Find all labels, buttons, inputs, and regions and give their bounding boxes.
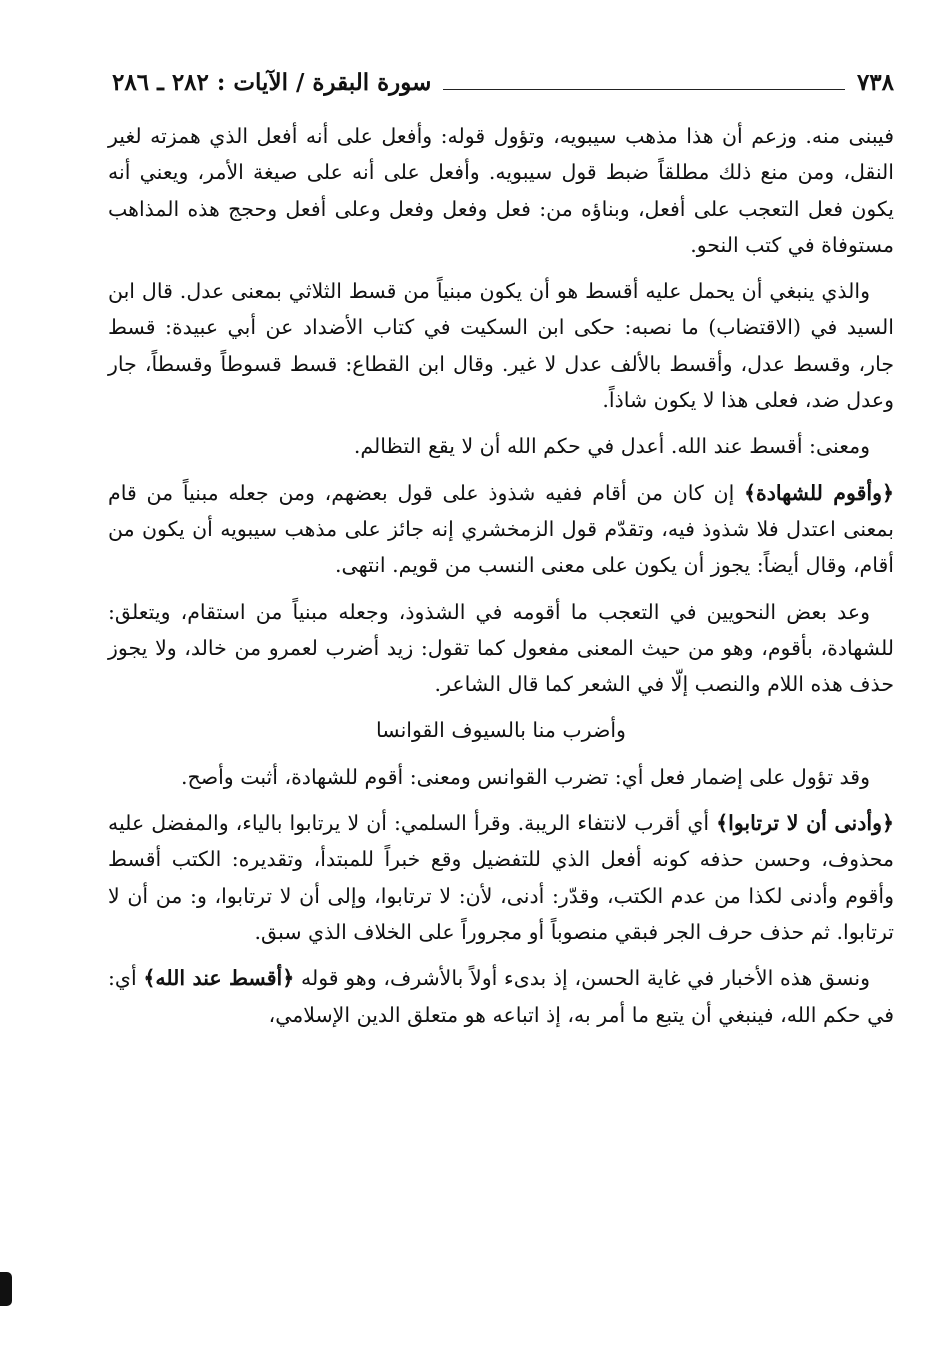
quran-quote: ﴿وأدنى أن لا ترتابوا﴾: [716, 811, 894, 836]
quran-quote: ﴿أقسط عند الله﴾: [143, 966, 295, 991]
paragraph-7: [108, 805, 894, 950]
paragraph-2: والذي ينبغي أن يحمل عليه أقسط هو أن يكون مبنياً من قسط الثلاثي بمعنى عدل. قال ابن السيد في (الاقتضاب) ما نصبه: حكى ابن السكيت في كتاب الأضداد عن أبي عبيدة: قسط جار، وقسط عدل، وأقسط بالألف عدل لا غير. وقال ابن القطاع: قسط قسوطاً وقسطاً، جار وعدل ضد، فعلى هذا لا يكون شاذاً.: [108, 279, 894, 413]
page-header: [112, 62, 894, 102]
running-title: سورة البقرة / الآيات : ٢٨٢ ـ ٢٨٦: [112, 68, 432, 96]
page-edge-mark: [0, 1272, 12, 1306]
paragraph-text: إن كان من أقام ففيه شذوذ على قول بعضهم، ومن جعله مبنياً من قام بمعنى اعتدل فلا شذوذ فيه، وتقدّم قول الزمخشري إنه جائز على مذهب سيبويه أن يكون من أقام، وقال أيضاً: يجوز أن يكون على معنى النسب من قويم. انتهى.: [108, 480, 894, 578]
paragraph-6: وقد تؤول على إضمار فعل أي: تضرب القوانس ومعنى: أقوم للشهادة، أثبت وأصح.: [180, 764, 870, 789]
paragraph-text: أي: في حكم الله، فينبغي أن يتبع ما أمر به، إذ اتباعه هو متعلق الدين الإسلامي،: [108, 966, 894, 1027]
header-rule: [443, 89, 845, 90]
paragraph-8: [108, 960, 894, 1033]
paragraph-1: فيبنى منه. وزعم أن هذا مذهب سيبويه، وتؤول قوله: وأفعل على أنه أفعل الذي همزته لغير النقل، ومن منع ذلك مطلقاً ضبط قول سيبويه. وأفعل على أنه على صيغة الأمر، ويعني أنه يكون فعل التعجب على أفعل، وبناؤه من: فعل وفعل وفعل وعلى أفعل وحجج هذه المذاهب مستوفاة في كتب النحو.: [108, 124, 894, 257]
page-body: [108, 118, 894, 1043]
paragraph-text: أي أقرب لانتفاء الريبة. وقرأ السلمي: أن لا يرتابوا بالياء، والمفضل عليه محذوف، وحسن حذفه كونه أفعل الذي للتفضيل وقع خبراً للمبتدأ، وتقديره: الكتب أقسط وأقوم وأدنى لكذا من عدم الكتب، وقدّر: أدنى، لأن: لا ترتابوا، وإلى أن لا ترتابوا، و: من أن لا ترتابوا. ثم حذف حرف الجر فبقي منصوباً أو مجروراً على الخلاف الذي سبق.: [108, 811, 894, 944]
paragraph-text: ونسق هذه الأخبار في غاية الحسن، إذ بدىء أولاً بالأشرف، وهو قوله: [294, 966, 871, 991]
page-number: ٧٣٨: [856, 68, 894, 96]
quran-quote: ﴿وأقوم للشهادة﴾: [744, 480, 894, 505]
poetry-verse: وأضرب منا بالسيوف القوانسا: [376, 718, 626, 743]
paragraph-5: وعد بعض النحويين في التعجب ما أقومه في الشذوذ، وجعله مبنياً من استقام، ويتعلق: للشهادة، بأقوم، وهو من حيث المعنى مفعول كما تقول: زيد أضرب لعمرو من خالد، ولا يجوز حذف هذه اللام والنصب إلّا في الشعر كما قال الشاعر.: [108, 599, 894, 697]
paragraph-3: ومعنى: أقسط عند الله. أعدل في حكم الله أن لا يقع التظالم.: [353, 434, 870, 459]
paragraph-4: [108, 475, 894, 584]
